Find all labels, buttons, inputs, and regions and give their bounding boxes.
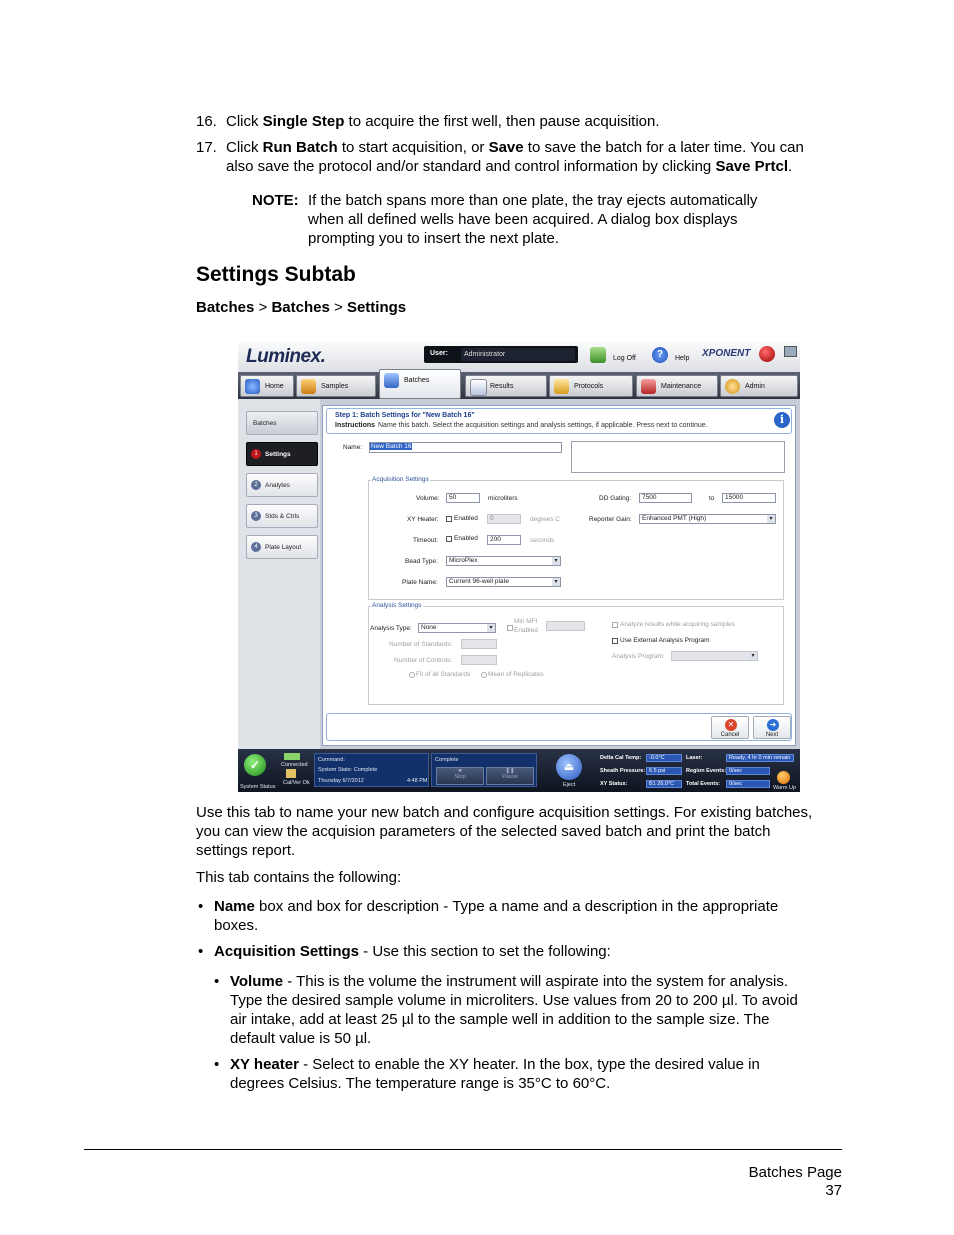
connected-label: Connected	[281, 762, 308, 768]
status-bar	[238, 749, 800, 792]
breadcrumb: Batches > Batches > Settings	[196, 299, 407, 316]
dd-gating-to-label: to	[709, 495, 715, 502]
contents-paragraph: This tab contains the following:	[196, 869, 402, 886]
page-number: 37	[825, 1182, 842, 1199]
plate-name-label: Plate Name:	[402, 579, 438, 586]
step-badge: 1	[251, 449, 261, 459]
timeout-input[interactable]: 200	[487, 535, 521, 545]
subtab-analytes[interactable]: 2 Analytes	[246, 473, 318, 497]
acquisition-settings-title: Acquisition Settings	[372, 476, 429, 483]
footer-divider	[84, 1149, 842, 1150]
samples-icon	[301, 379, 316, 394]
step-number: 17.	[196, 139, 217, 156]
tab-home[interactable]: Home	[240, 375, 294, 397]
min-mfi-label: Min MFI	[514, 618, 538, 625]
luminex-logo: Luminex.	[246, 346, 326, 367]
warm-up-label: Warm Up	[773, 785, 797, 791]
chevron-down-icon: ▾	[749, 652, 757, 660]
delta-cal-temp-value: -0.0°C	[646, 754, 682, 762]
command-label: Command:	[318, 757, 345, 763]
user-box	[424, 346, 578, 363]
eject-icon[interactable]: ⏏	[556, 754, 582, 780]
subtab-batches[interactable]: Batches	[246, 411, 318, 435]
analyze-while-label: Analyze results while acquiring samples	[620, 621, 735, 628]
xy-heater-enabled-label: Enabled	[454, 515, 478, 522]
chevron-down-icon: ▾	[552, 557, 560, 565]
chevron-down-icon: ▾	[487, 624, 495, 632]
step-text: Click Single Step to acquire the first well, then pause acquisition.	[226, 113, 660, 130]
number-of-controls-input[interactable]	[461, 655, 497, 665]
time-label: 4:48 PM	[407, 778, 428, 784]
use-external-label: Use External Analysis Program	[620, 637, 710, 644]
batches-icon	[384, 373, 399, 388]
mean-replicates-label: Mean of Replicates	[488, 671, 544, 678]
plate-name-select[interactable]: Current 96-well plate ▾	[446, 577, 561, 587]
cancel-icon: ✕	[725, 719, 737, 731]
home-icon	[245, 379, 260, 394]
fit-all-radio[interactable]	[409, 672, 415, 678]
calver-label: Cal/Ver Ok	[283, 780, 310, 786]
tab-admin[interactable]: Admin	[720, 375, 798, 397]
step-title: Step 1: Batch Settings for "New Batch 16"	[335, 412, 475, 419]
analysis-type-select[interactable]: None ▾	[418, 623, 496, 633]
xy-heater-unit: degrees C	[530, 516, 560, 523]
chevron-down-icon: ▾	[552, 578, 560, 586]
chevron-down-icon: ▾	[767, 515, 775, 523]
user-value: Administrator	[461, 348, 575, 361]
subtab-plate-layout[interactable]: 4 Plate Layout	[246, 535, 318, 559]
number-of-controls-label: Number of Controls:	[394, 657, 453, 664]
dd-gating-to-input[interactable]: 15000	[722, 493, 776, 503]
dd-gating-label: DD Gating:	[599, 495, 632, 502]
mean-replicates-radio[interactable]	[481, 672, 487, 678]
cancel-button[interactable]: ✕ Cancel	[711, 716, 749, 739]
tab-samples[interactable]: Samples	[296, 375, 376, 397]
total-events-label: Total Events:	[686, 781, 721, 787]
analysis-program-label: Analysis Program:	[612, 653, 665, 660]
description-input[interactable]	[571, 441, 785, 473]
xy-status-value: B1 26.0°C	[646, 780, 682, 788]
timeout-enabled-label: Enabled	[454, 535, 478, 542]
arrow-right-icon: ➜	[767, 719, 779, 731]
sheath-pressure-label: Sheath Pressure:	[600, 768, 646, 774]
sheath-pressure-value: 6.5 psi	[646, 767, 682, 775]
subtab-settings[interactable]: 1 Settings	[246, 442, 318, 466]
checkmark-icon[interactable]: ✓	[244, 754, 266, 776]
help-icon[interactable]: ?	[652, 347, 668, 363]
page-footer	[749, 1164, 842, 1200]
laser-label: Laser:	[686, 755, 703, 761]
command-panel	[314, 753, 429, 787]
section-title: Settings Subtab	[196, 263, 356, 286]
bead-type-select[interactable]: MicroPlex ▾	[446, 556, 561, 566]
date-label: Thursday 6/7/2012	[318, 778, 364, 784]
instructions-text: Name this batch. Select the acquisition settings and analysis settings, if applicable. Press next to continue.	[378, 422, 708, 429]
step-badge: 3	[251, 511, 261, 521]
maintenance-icon	[641, 379, 656, 394]
analysis-settings-title: Analysis Settings	[372, 602, 422, 609]
name-label: Name:	[343, 444, 363, 451]
progress-panel	[431, 753, 537, 787]
min-mfi-enabled-label: Enabled	[514, 627, 538, 634]
system-state: System State: Complete	[318, 767, 378, 773]
volume-label: Volume:	[416, 495, 440, 502]
total-events-value: 0/sec	[726, 780, 770, 788]
log-off-icon[interactable]	[590, 347, 606, 363]
intro-paragraph: Use this tab to name your new batch and configure acquisition settings. For existing batches, you can view the acquision parameters of the selected saved batch and print the batch settings report.	[196, 804, 813, 859]
eject-label: Eject	[563, 782, 576, 788]
number-of-standards-label: Number of Standards:	[389, 641, 453, 648]
step-header	[326, 408, 792, 434]
xy-heater-checkbox[interactable]	[446, 516, 452, 522]
help-button[interactable]: Help	[675, 355, 690, 362]
number-of-standards-input[interactable]	[461, 639, 497, 649]
settings-panel	[322, 405, 796, 746]
step-badge: 4	[251, 542, 261, 552]
admin-icon	[725, 379, 740, 394]
warm-up-icon[interactable]	[777, 771, 790, 784]
user-label: User:	[430, 350, 448, 357]
info-icon[interactable]: i	[774, 412, 790, 428]
pause-icon: ❚❚	[505, 768, 515, 774]
footer-title: Batches Page	[748, 1164, 842, 1181]
xy-heater-label: XY Heater:	[407, 516, 439, 523]
protocols-icon	[554, 379, 569, 394]
min-mfi-input[interactable]	[546, 621, 585, 631]
reporter-gain-label: Reporter Gain:	[589, 516, 632, 523]
use-external-checkbox[interactable]	[612, 638, 618, 644]
system-status-label: System Status	[240, 784, 276, 790]
tab-batches[interactable]: Batches	[379, 369, 461, 399]
region-events-value: 0/sec	[726, 767, 770, 775]
note-text: If the batch spans more than one plate, the tray ejects automatically when all defined wells have been acquired. A dialog box displays prompting you to insert the next plate.	[308, 192, 758, 247]
reporter-gain-select[interactable]: Enhanced PMT (High) ▾	[639, 514, 776, 524]
stop-button[interactable]: ■ Stop	[436, 767, 484, 785]
name-input[interactable]: New Batch 16	[369, 442, 562, 453]
timeout-label: Timeout:	[413, 537, 439, 544]
monitor-icon[interactable]	[784, 346, 797, 357]
pause-button[interactable]: ❚❚ Pause	[486, 767, 534, 785]
next-button[interactable]: ➜ Next	[753, 716, 791, 739]
subtab-stds-ctrls[interactable]: 3 Stds & Ctrls	[246, 504, 318, 528]
left-subtabs	[238, 399, 320, 749]
tab-results[interactable]: Results	[465, 375, 547, 397]
delta-cal-temp-label: Delta Cal Temp:	[600, 755, 642, 761]
laser-value: Ready, 4 hr 0 min remain	[726, 754, 794, 762]
main-tabs	[238, 372, 800, 399]
step-badge: 2	[251, 480, 261, 490]
region-events-label: Region Events:	[686, 768, 727, 774]
volume-unit: microliters	[488, 495, 518, 502]
results-icon	[470, 379, 487, 396]
min-mfi-checkbox[interactable]	[507, 625, 513, 631]
analyze-while-checkbox[interactable]	[612, 622, 618, 628]
xy-heater-input[interactable]: 0	[487, 514, 521, 524]
bead-type-label: Bead Type:	[405, 558, 438, 565]
calver-icon	[286, 769, 296, 778]
status-light-icon	[759, 346, 775, 362]
volume-input[interactable]: 50	[446, 493, 480, 503]
fit-all-label: Fit of all Standards	[416, 671, 471, 678]
note-label: NOTE:	[252, 192, 299, 209]
analysis-program-select[interactable]	[671, 651, 758, 661]
software-screenshot	[238, 342, 800, 792]
action-bar	[326, 713, 792, 741]
log-off-button[interactable]: Log Off	[613, 355, 636, 362]
top-bar	[238, 342, 800, 372]
connected-icon	[284, 753, 300, 760]
step-text: Click Run Batch to start acquisition, or Save to save the batch for a later time. You can also save the protocol and/or standard and control information by clicking Save Prtcl.	[226, 139, 804, 175]
dd-gating-from-input[interactable]: 7500	[639, 493, 692, 503]
tab-maintenance[interactable]: Maintenance	[636, 375, 718, 397]
instructions-label: Instructions	[335, 422, 376, 429]
step-number: 16.	[196, 113, 217, 130]
complete-label: Complete	[435, 757, 459, 763]
tab-protocols[interactable]: Protocols	[549, 375, 633, 397]
timeout-unit: seconds	[530, 537, 555, 544]
xy-status-label: XY Status:	[600, 781, 628, 787]
timeout-checkbox[interactable]	[446, 536, 452, 542]
stop-icon: ■	[458, 768, 462, 774]
xponent-logo: XPONENT	[702, 348, 751, 359]
analysis-type-label: Analysis Type:	[370, 625, 412, 632]
